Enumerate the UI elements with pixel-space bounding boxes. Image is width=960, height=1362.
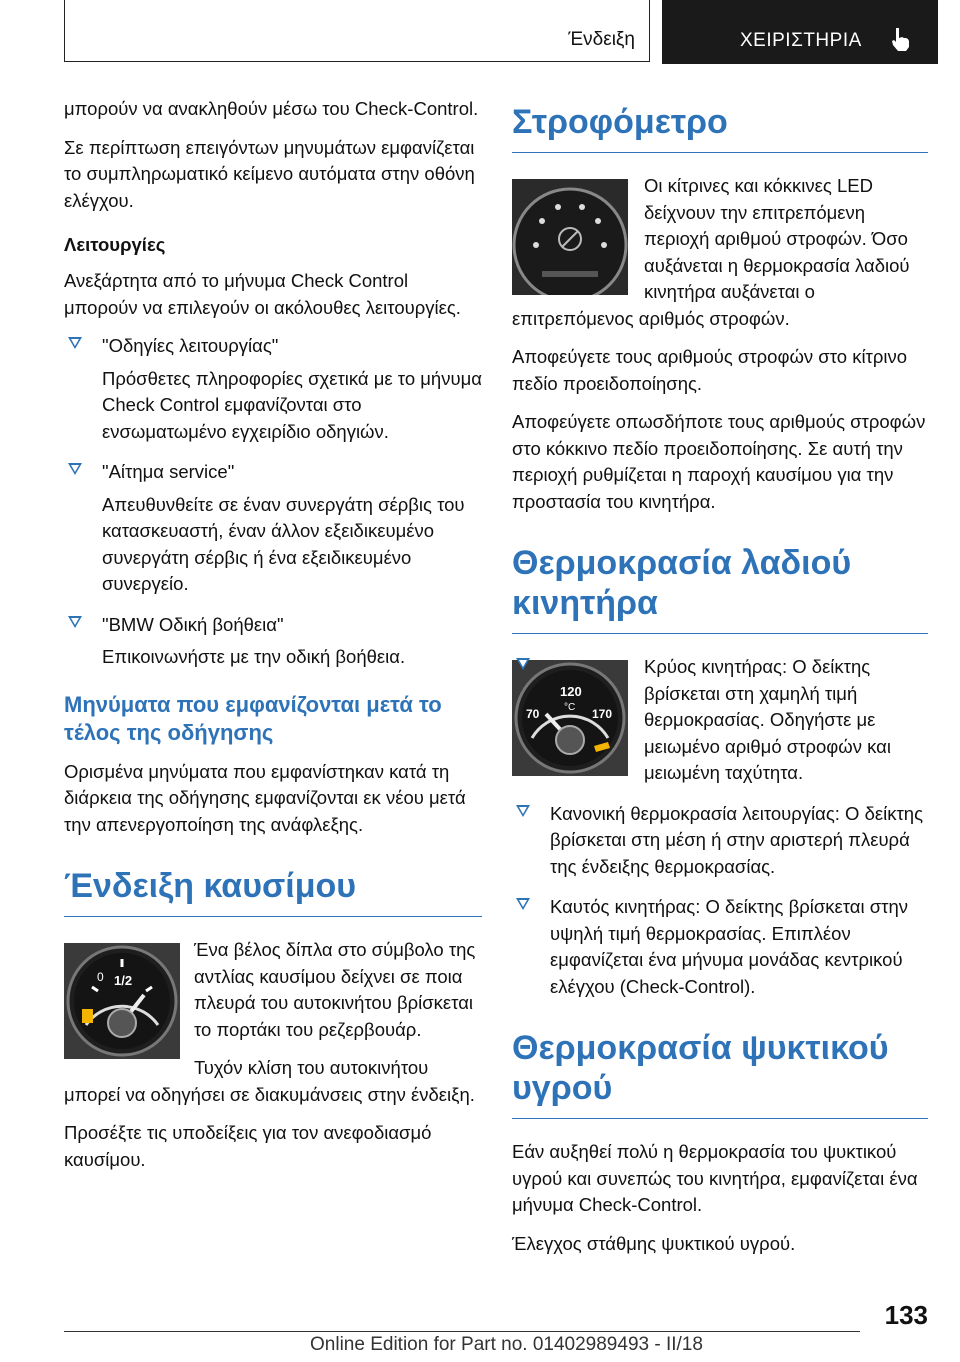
- bullet-triangle-icon: [68, 616, 82, 628]
- oil-gauge-unit-label: °C: [564, 702, 576, 713]
- page-number: 133: [884, 1300, 928, 1330]
- bullet-title: "Οδηγίες λειτουργίας": [102, 335, 279, 356]
- tachometer-image: [512, 179, 628, 295]
- list-item: [64, 612, 482, 671]
- fuel-gauge-image: [64, 943, 180, 1059]
- bullet-text: Καυτός κινητήρας: Ο δείκτης βρίσκεται στην υψηλή τιμή θερμοκρασίας. Επιπλέον εμφανίζεται ένα μήνυμα μονάδας κεντρικού ελέγχου (Check-Control).: [550, 896, 909, 997]
- svg-text:0: 0: [97, 970, 104, 984]
- fuel-heading: Ένδειξη καυσίμου: [64, 866, 482, 917]
- bullet-triangle-icon: [516, 805, 530, 817]
- bullet-text: Επικοινωνήστε με την οδική βοήθεια.: [102, 646, 406, 667]
- chapter-tab: [662, 0, 938, 64]
- page-header: [64, 0, 938, 64]
- paragraph: Ανεξάρτητα από το μήνυμα Check Control μπορούν να επιλεγούν οι ακόλουθες λειτουργίες.: [64, 270, 461, 318]
- section-tab: [64, 0, 650, 62]
- bullet-text: Απευθυνθείτε σε έναν συνεργάτη σέρβις του κατασκευαστή, έναν άλλον εξειδικευμένο συνεργάτη σέρβις ή ένα εξειδικευμένο συνεργείο.: [102, 493, 465, 594]
- paragraph: Τυχόν κλίση του αυτοκινήτου μπορεί να οδηγήσει σε διακυμάνσεις στην ένδειξη.: [64, 1057, 475, 1105]
- paragraph: μπορούν να ανακληθούν μέσω του Check-Control.: [64, 98, 479, 119]
- bullet-text: Πρόσθετες πληροφορίες σχετικά με το μήνυμα Check Control εμφανίζονται στο ενσωματωμένο εγχειρίδιο οδηγιών.: [102, 367, 482, 442]
- edition-footer: Online Edition for Part no. 01402989493 - II/18: [310, 1334, 703, 1355]
- footer-divider: [64, 1331, 860, 1332]
- chapter-title: ΧΕΙΡΙΣΤΗΡΙΑ: [740, 30, 862, 51]
- paragraph: Εάν αυξηθεί πολύ η θερμοκρασία του ψυκτικού υγρού και συνεπώς του κινητήρα, εμφανίζεται ένα μήνυμα Check-Control.: [512, 1141, 918, 1215]
- paragraph: Έλεγχος στάθμης ψυκτικού υγρού.: [512, 1232, 796, 1254]
- paragraph: Αποφεύγετε οπωσδήποτε τους αριθμούς στροφών στο κόκκινο πεδίο προειδοποίησης. Σε αυτή την περιοχή ρυθμίζεται η παροχή καυσίμου για την προστασία του κινητήρα.: [512, 411, 926, 512]
- section-title: Ένδειξη: [568, 29, 635, 50]
- oil-gauge-low-label: 70: [526, 707, 540, 721]
- bullet-triangle-icon: [516, 658, 530, 670]
- paragraph: Σε περίπτωση επειγόντων μηνυμάτων εμφανίζεται το συμπληρωματικό κείμενο αυτόματα στην οθόνη ελέγχου.: [64, 136, 475, 211]
- bullet-text: Κρύος κινητήρας: Ο δείκτης βρίσκεται στη χαμηλή τιμή θερμοκρασίας. Οδηγήστε με μειωμένο αριθμό στροφών και μειωμένη ταχύτητα.: [644, 656, 891, 783]
- list-item: [64, 459, 482, 598]
- paragraph: Οι κίτρινες και κόκκινες LED δείχνουν την επιτρεπόμενη περιοχή αριθμού στροφών. Όσο αυξάνεται η θερμοκρασία λαδιού κινητήρα αυξάνεται ο επιτρεπόμενος αριθμός στροφών.: [512, 175, 910, 329]
- oil-gauge-mid-label: 120: [560, 684, 582, 699]
- bullet-triangle-icon: [68, 463, 82, 475]
- bullet-title: "Αίτημα service": [102, 461, 235, 482]
- list-item: [512, 894, 928, 1000]
- right-column: [512, 96, 928, 1269]
- paragraph: Προσέξτε τις υποδείξεις για τον ανεφοδιασμό καυσίμου.: [64, 1122, 432, 1170]
- tachometer-heading: Στροφόμετρο: [512, 102, 928, 153]
- left-column: [64, 96, 482, 1185]
- oil-temp-heading: Θερμοκρασία λαδιού κινητήρα: [512, 543, 928, 634]
- fuel-half-label: 1/2: [114, 973, 133, 988]
- hand-pointer-icon: [890, 26, 912, 52]
- coolant-temp-heading: Θερμοκρασία ψυκτικού υγρού: [512, 1028, 928, 1119]
- bullet-title: "BMW Οδική βοήθεια": [102, 613, 284, 635]
- paragraph: Ορισμένα μηνύματα που εμφανίστηκαν κατά τη διάρκεια της οδήγησης εμφανίζονται εκ νέου μετά την απενεργοποίηση της ανάφλεξης.: [64, 760, 466, 835]
- oil-gauge-high-label: 170: [592, 707, 613, 721]
- list-item: [512, 654, 928, 787]
- list-item: [512, 801, 928, 881]
- after-drive-heading: Μηνύματα που εμφανίζονται μετά το τέλος της οδήγησης: [64, 691, 442, 745]
- bullet-text: Κανονική θερμοκρασία λειτουργίας: Ο δείκτης βρίσκεται στη μέση ή στην αριστερή πλευρά της ένδειξης θερμοκρασίας.: [550, 802, 924, 877]
- paragraph: Ένα βέλος δίπλα στο σύμβολο της αντλίας καυσίμου δείχνει σε ποια πλευρά του αυτοκινήτου βρίσκεται το πορτάκι του ρεζερβουάρ.: [194, 939, 476, 1040]
- paragraph: Αποφεύγετε τους αριθμούς στροφών στο κίτρινο πεδίο προειδοποίησης.: [512, 346, 908, 394]
- bullet-triangle-icon: [68, 337, 82, 349]
- list-item: [64, 333, 482, 445]
- functions-heading: Λειτουργίες: [64, 234, 166, 255]
- bullet-triangle-icon: [516, 898, 530, 910]
